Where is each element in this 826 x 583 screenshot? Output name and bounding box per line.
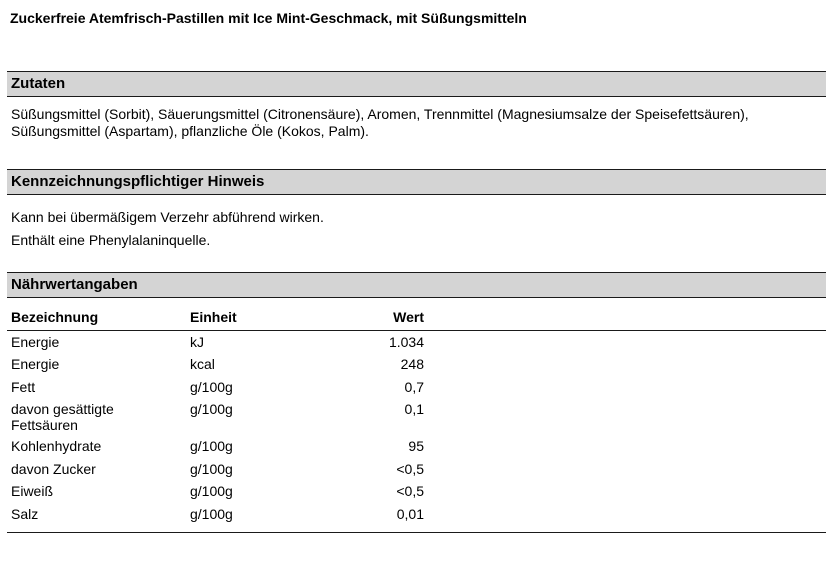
- row-name: davon gesättigte Fettsäuren: [11, 401, 114, 433]
- notice-line: Enthält eine Phenylalaninquelle.: [11, 232, 211, 248]
- row-name: Kohlenhydrate: [11, 438, 102, 454]
- table-header-divider: [7, 330, 826, 331]
- column-header-wert: Wert: [393, 309, 424, 325]
- ingredients-line: Süßungsmittel (Sorbit), Säuerungsmittel (Citronensäure), Aromen, Trennmittel (Magnesiumsalze der Speisefettsäuren),: [11, 106, 749, 122]
- row-unit: kcal: [190, 356, 215, 372]
- row-value: 0,1: [404, 401, 424, 417]
- section-title: Nährwertangaben: [11, 276, 138, 293]
- row-unit: g/100g: [190, 506, 233, 522]
- row-unit: g/100g: [190, 461, 233, 477]
- row-value: 248: [400, 356, 424, 372]
- row-name: Energie: [11, 356, 60, 372]
- ingredients-line: Süßungsmittel (Aspartam), pflanzliche Öle (Kokos, Palm).: [11, 123, 369, 139]
- row-name: Salz: [11, 506, 39, 522]
- section-title: Kennzeichnungspflichtiger Hinweis: [11, 173, 265, 190]
- section-title: Zutaten: [11, 75, 66, 92]
- row-value: 95: [408, 438, 424, 454]
- row-name: Eiweiß: [11, 483, 54, 499]
- row-name: Fett: [11, 379, 36, 395]
- row-value: 0,7: [404, 379, 424, 395]
- page-title: Zuckerfreie Atemfrisch-Pastillen mit Ice Mint-Geschmack, mit Süßungsmitteln: [10, 10, 527, 26]
- notice-text: [11, 206, 324, 252]
- section-header-naehrwerte: [7, 272, 826, 298]
- column-header-einheit: Einheit: [190, 309, 237, 325]
- row-name: Energie: [11, 334, 60, 350]
- section-header-hinweis: [7, 169, 826, 195]
- row-unit: g/100g: [190, 379, 233, 395]
- row-value: <0,5: [396, 461, 424, 477]
- row-value: <0,5: [396, 483, 424, 499]
- row-unit: kJ: [190, 334, 204, 350]
- notice-line: Kann bei übermäßigem Verzehr abführend wirken.: [11, 209, 324, 225]
- ingredients-text: [11, 106, 749, 140]
- table-bottom-rule: [7, 532, 826, 533]
- row-unit: g/100g: [190, 401, 233, 417]
- row-unit: g/100g: [190, 483, 233, 499]
- row-unit: g/100g: [190, 438, 233, 454]
- row-value: 0,01: [396, 506, 424, 522]
- row-value: 1.034: [388, 334, 424, 350]
- column-header-bezeichnung: Bezeichnung: [11, 309, 99, 325]
- section-header-zutaten: [7, 71, 826, 97]
- row-name: davon Zucker: [11, 461, 96, 477]
